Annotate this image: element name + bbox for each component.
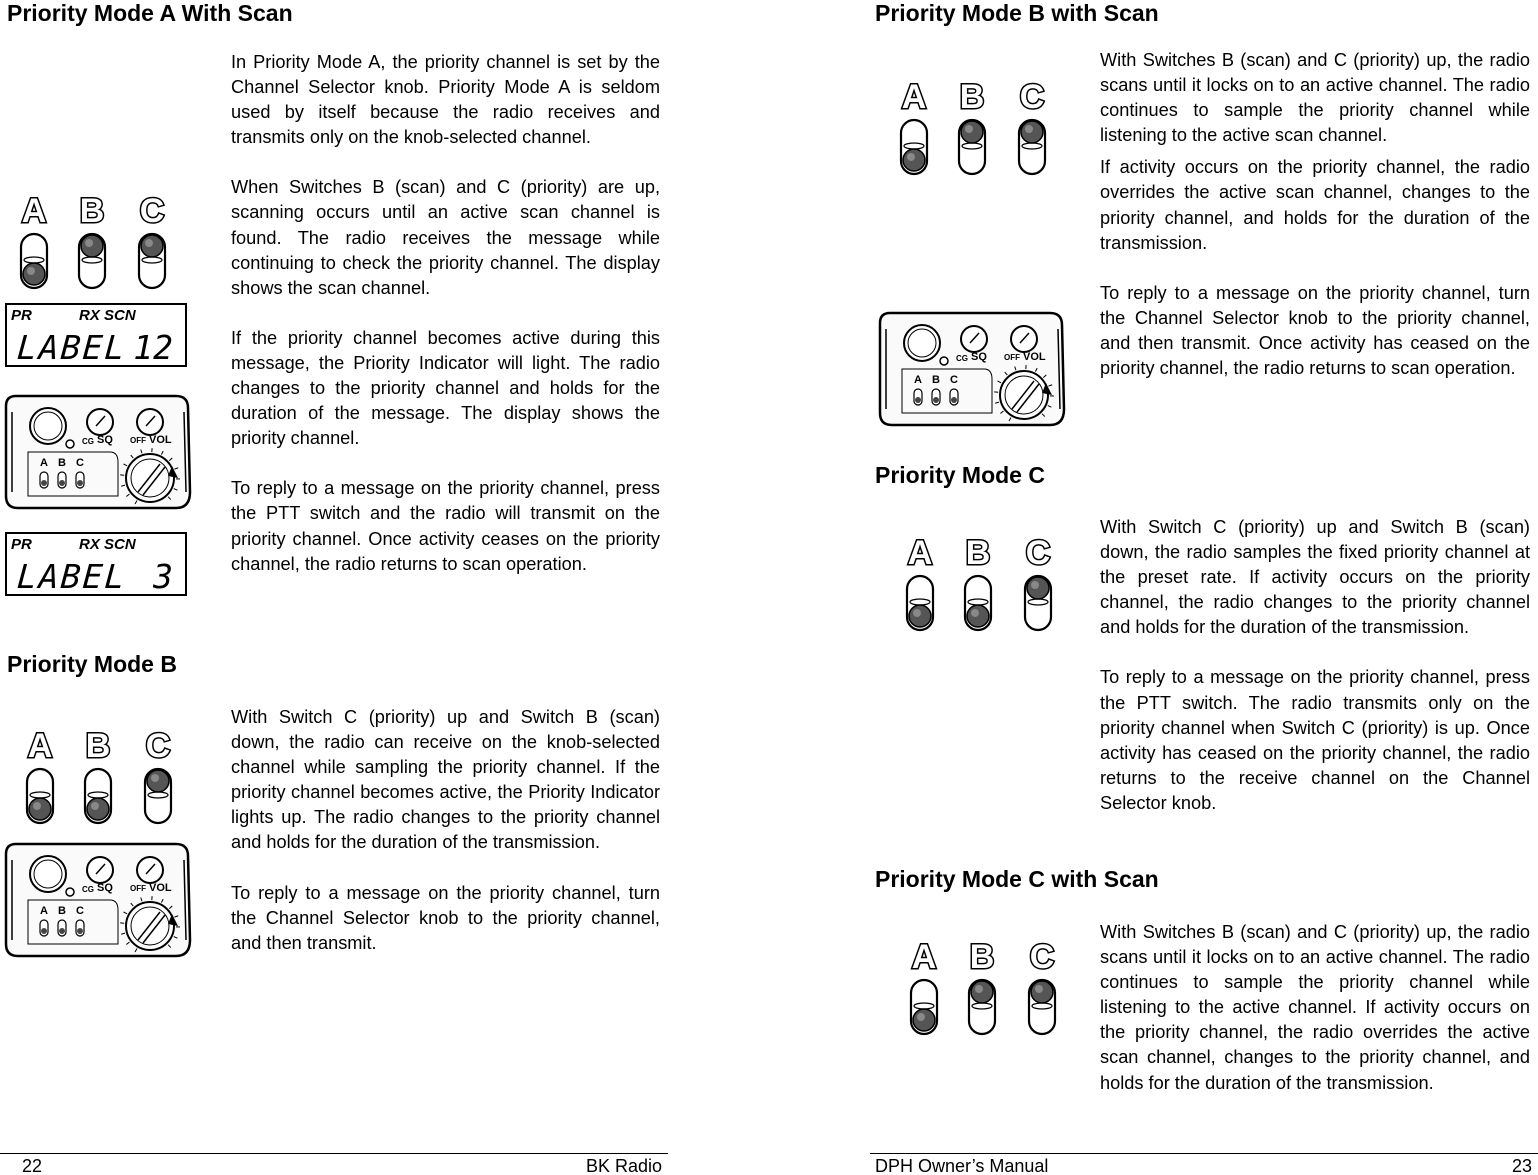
- display-channel: 3: [153, 557, 173, 596]
- switch-letter-b: B: [79, 192, 105, 230]
- radio-control-panel-figure: [874, 309, 1074, 431]
- heading-mode-b-scan: Priority Mode B with Scan: [875, 0, 1159, 26]
- switch-letter-b: B: [959, 78, 985, 116]
- rx-scan-indicator: RX SCN: [79, 307, 136, 324]
- svg-text:C: C: [950, 374, 958, 386]
- abc-switches-figure: [894, 532, 1074, 632]
- paragraph: If the priority channel becomes active during this message, the Priority Indicator will light. The radio changes to the priority channel and holds for the duration of the message. The display shows the priority channel.: [231, 327, 660, 449]
- footer-rule: [0, 1153, 668, 1154]
- switch-lever-up: [1021, 121, 1043, 143]
- left-page: [0, 0, 668, 1175]
- mode-b-text: [231, 705, 660, 956]
- heading-mode-c-scan: Priority Mode C with Scan: [875, 866, 1159, 892]
- heading-mode-b: Priority Mode B: [7, 651, 177, 677]
- switch-lever-down: [967, 605, 989, 627]
- mode-b-scan-text: [1100, 48, 1530, 381]
- svg-text:B: B: [932, 374, 940, 386]
- switch-lever-up: [1027, 577, 1049, 599]
- svg-text:VOL: VOL: [1023, 351, 1046, 363]
- paragraph: If activity occurs on the priority channel, the radio overrides the active scan channel, changes to the priority channel, and holds for the duration of the transmission.: [1100, 157, 1530, 253]
- ptt-button: [30, 856, 66, 892]
- rx-scan-indicator: RX SCN: [79, 536, 136, 553]
- switch-lever-up: [81, 235, 103, 257]
- mode-c-text: [1100, 515, 1530, 816]
- svg-text:B: B: [58, 905, 66, 917]
- switch-letter-c: C: [145, 727, 171, 765]
- svg-text:A: A: [40, 457, 48, 469]
- svg-text:SQ: SQ: [971, 351, 987, 363]
- ptt-button: [904, 325, 940, 361]
- switch-letter-c: C: [1025, 534, 1051, 572]
- switch-letter-b: B: [965, 534, 991, 572]
- abc-switches-figure: [8, 190, 188, 290]
- svg-text:SQ: SQ: [97, 434, 113, 446]
- ptt-button: [30, 408, 66, 444]
- abc-switches-figure: [14, 725, 194, 825]
- switch-letter-a: A: [911, 938, 937, 976]
- svg-text:VOL: VOL: [149, 882, 172, 894]
- paragraph: To reply to a message on the priority channel, press the PTT switch and the radio will transmit on the priority channel. Once activity ceases on the priority channel, the radio returns to scan operation.: [231, 478, 660, 574]
- svg-text:OFF: OFF: [1004, 353, 1020, 362]
- abc-switches-figure: [888, 76, 1068, 176]
- priority-indicator: PR: [11, 536, 32, 553]
- switch-lever-down: [23, 263, 45, 285]
- svg-text:A: A: [914, 374, 922, 386]
- footer-page-number: 22: [22, 1156, 43, 1175]
- switch-letter-b: B: [85, 727, 111, 765]
- mode-a-scan-text: [231, 50, 660, 577]
- abc-switches-figure: [898, 936, 1078, 1036]
- radio-control-panel-figure: [0, 840, 200, 962]
- display-label: LABEL: [15, 328, 128, 367]
- svg-text:A: A: [40, 905, 48, 917]
- switch-lever-down: [87, 798, 109, 820]
- svg-text:OFF: OFF: [130, 884, 146, 893]
- switch-letter-a: A: [901, 78, 927, 116]
- svg-text:CG: CG: [82, 437, 94, 446]
- switch-lever-up: [961, 121, 983, 143]
- svg-text:CG: CG: [82, 885, 94, 894]
- svg-text:VOL: VOL: [149, 434, 172, 446]
- paragraph: With Switch C (priority) up and Switch B (scan) down, the radio samples the fixed priority channel at the preset rate. If activity occurs on the priority channel, the radio changes to the priority channel and holds for the duration of the transmission.: [1100, 517, 1530, 638]
- svg-text:B: B: [58, 457, 66, 469]
- paragraph: To reply to a message on the priority channel, press the PTT switch. The radio transmits only on the priority channel when Switch C (priority) is up. Once activity has ceased on the priority channel, the radio returns to the receive channel on the Channel Selector knob.: [1100, 667, 1530, 813]
- channel-selector-knob: [126, 902, 174, 950]
- priority-indicator: PR: [11, 307, 32, 324]
- footer-rule: [870, 1153, 1538, 1154]
- switch-lever-up: [1031, 981, 1053, 1003]
- switch-letter-b: B: [969, 938, 995, 976]
- footer-title: BK Radio: [585, 1156, 662, 1175]
- switch-lever-down: [903, 149, 925, 171]
- right-page: [870, 0, 1538, 1175]
- display-channel: 12: [133, 328, 173, 367]
- svg-text:C: C: [76, 457, 84, 469]
- switch-lever-down: [913, 1009, 935, 1031]
- switch-lever-up: [147, 770, 169, 792]
- paragraph: To reply to a message on the priority channel, turn the Channel Selector knob to the priority channel, and then transmit. Once activity has ceased on the priority channel, the radio returns to scan operation.: [1100, 282, 1530, 379]
- paragraph: With Switch C (priority) up and Switch B (scan) down, the radio can receive on the knob-selected channel while sampling the priority channel. If the priority channel becomes active, the Priority Indicator lights up. The radio changes to the priority channel and holds for the duration of the transmission.: [231, 707, 660, 853]
- switch-lever-up: [141, 235, 163, 257]
- paragraph: When Switches B (scan) and C (priority) are up, scanning occurs until an active scan channel is found. The radio receives the message while continuing to check the priority channel. The display shows the scan channel.: [231, 177, 660, 298]
- paragraph: With Switches B (scan) and C (priority) up, the radio scans until it locks on to an active channel. The radio continues to sample the priority channel while listening to the active channel. If activity occurs on the priority channel, the radio overrides the active scan channel, changes to the priority channel, and holds for the duration of the transmission.: [1100, 922, 1530, 1093]
- switch-letter-c: C: [1019, 78, 1045, 116]
- lcd-display: [5, 532, 187, 596]
- switch-lever-up: [971, 981, 993, 1003]
- radio-control-panel-figure: [0, 392, 200, 514]
- mode-c-scan-text: [1100, 920, 1530, 1096]
- paragraph: In Priority Mode A, the priority channel is set by the Channel Selector knob. Priority Mode A is seldom used by itself because the radio receives and transmits only on the knob-selected channel.: [231, 52, 660, 148]
- paragraph: With Switches B (scan) and C (priority) up, the radio scans until it locks on to an active channel. The radio continues to sample the priority channel while listening to the active scan channel.: [1100, 50, 1530, 146]
- lcd-display: [5, 303, 187, 367]
- svg-text:OFF: OFF: [130, 436, 146, 445]
- channel-selector-knob: [1000, 371, 1048, 419]
- paragraph: To reply to a message on the priority channel, turn the Channel Selector knob to the priority channel, and then transmit.: [231, 882, 660, 953]
- switch-letter-a: A: [907, 534, 933, 572]
- footer-title: DPH Owner’s Manual: [875, 1156, 1049, 1175]
- switch-letter-a: A: [27, 727, 53, 765]
- switch-letter-c: C: [1029, 938, 1055, 976]
- svg-text:C: C: [76, 905, 84, 917]
- footer-page-number: 23: [1511, 1156, 1532, 1175]
- switch-letter-c: C: [139, 192, 165, 230]
- switch-letter-a: A: [21, 192, 47, 230]
- svg-text:CG: CG: [956, 354, 968, 363]
- heading-mode-a-scan: Priority Mode A With Scan: [7, 0, 293, 26]
- switch-lever-down: [29, 798, 51, 820]
- svg-text:SQ: SQ: [97, 882, 113, 894]
- channel-selector-knob: [126, 454, 174, 502]
- heading-mode-c: Priority Mode C: [875, 462, 1045, 488]
- switch-lever-down: [909, 605, 931, 627]
- display-label: LABEL: [15, 557, 128, 596]
